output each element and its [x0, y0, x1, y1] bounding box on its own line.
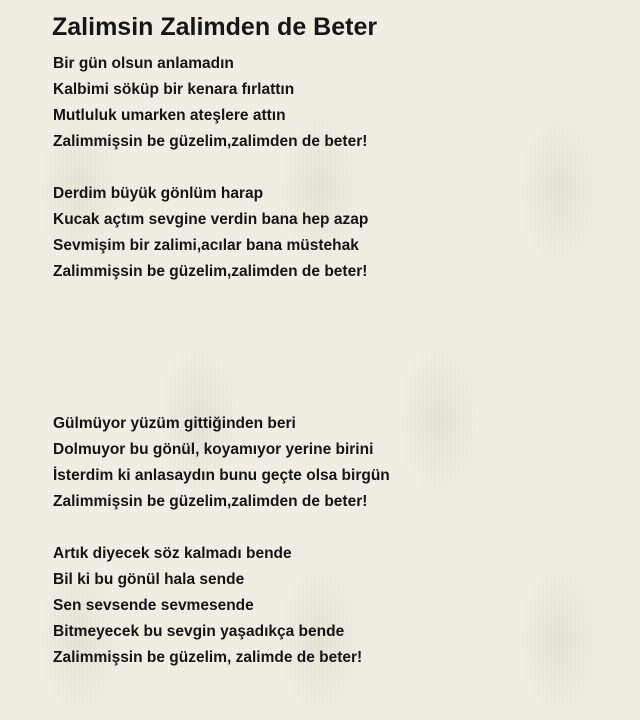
stanza-4 [53, 541, 362, 671]
verse-line: Artık diyecek söz kalmadı bende [53, 545, 292, 562]
verse-line: Zalimmişsin be güzelim, zalimde de beter! [53, 649, 363, 666]
stanza-2 [53, 181, 368, 285]
verse-line: Bil ki bu gönül hala sende [53, 571, 245, 588]
stanza-1 [53, 51, 367, 155]
stanza-3 [53, 411, 390, 515]
verse-line: Mutluluk umarken ateşlere attın [53, 107, 286, 124]
verse-line: İsterdim ki anlasaydın bunu geçte olsa birgün [53, 467, 390, 484]
verse-line: Dolmuyor bu gönül, koyamıyor yerine birini [53, 441, 374, 458]
verse-line: Zalimmişsin be güzelim,zalimden de beter! [53, 133, 368, 150]
verse-line: Zalimmişsin be güzelim,zalimden de beter! [53, 263, 368, 280]
verse-line: Kucak açtım sevgine verdin bana hep azap [53, 211, 369, 228]
verse-line: Kalbimi söküp bir kenara fırlattın [53, 81, 295, 98]
verse-line: Bir gün olsun anlamadın [53, 55, 234, 72]
verse-line: Gülmüyor yüzüm gittiğinden beri [53, 415, 296, 432]
verse-line: Sen sevsende sevmesende [53, 597, 254, 614]
verse-line: Sevmişim bir zalimi,acılar bana müstehak [53, 237, 359, 254]
verse-line: Zalimmişsin be güzelim,zalimden de beter! [53, 493, 368, 510]
poem-title: Zalimsin Zalimden de Beter [52, 13, 378, 41]
verse-line: Bitmeyecek bu sevgin yaşadıkça bende [53, 623, 345, 640]
verse-line: Derdim büyük gönlüm harap [53, 185, 264, 202]
